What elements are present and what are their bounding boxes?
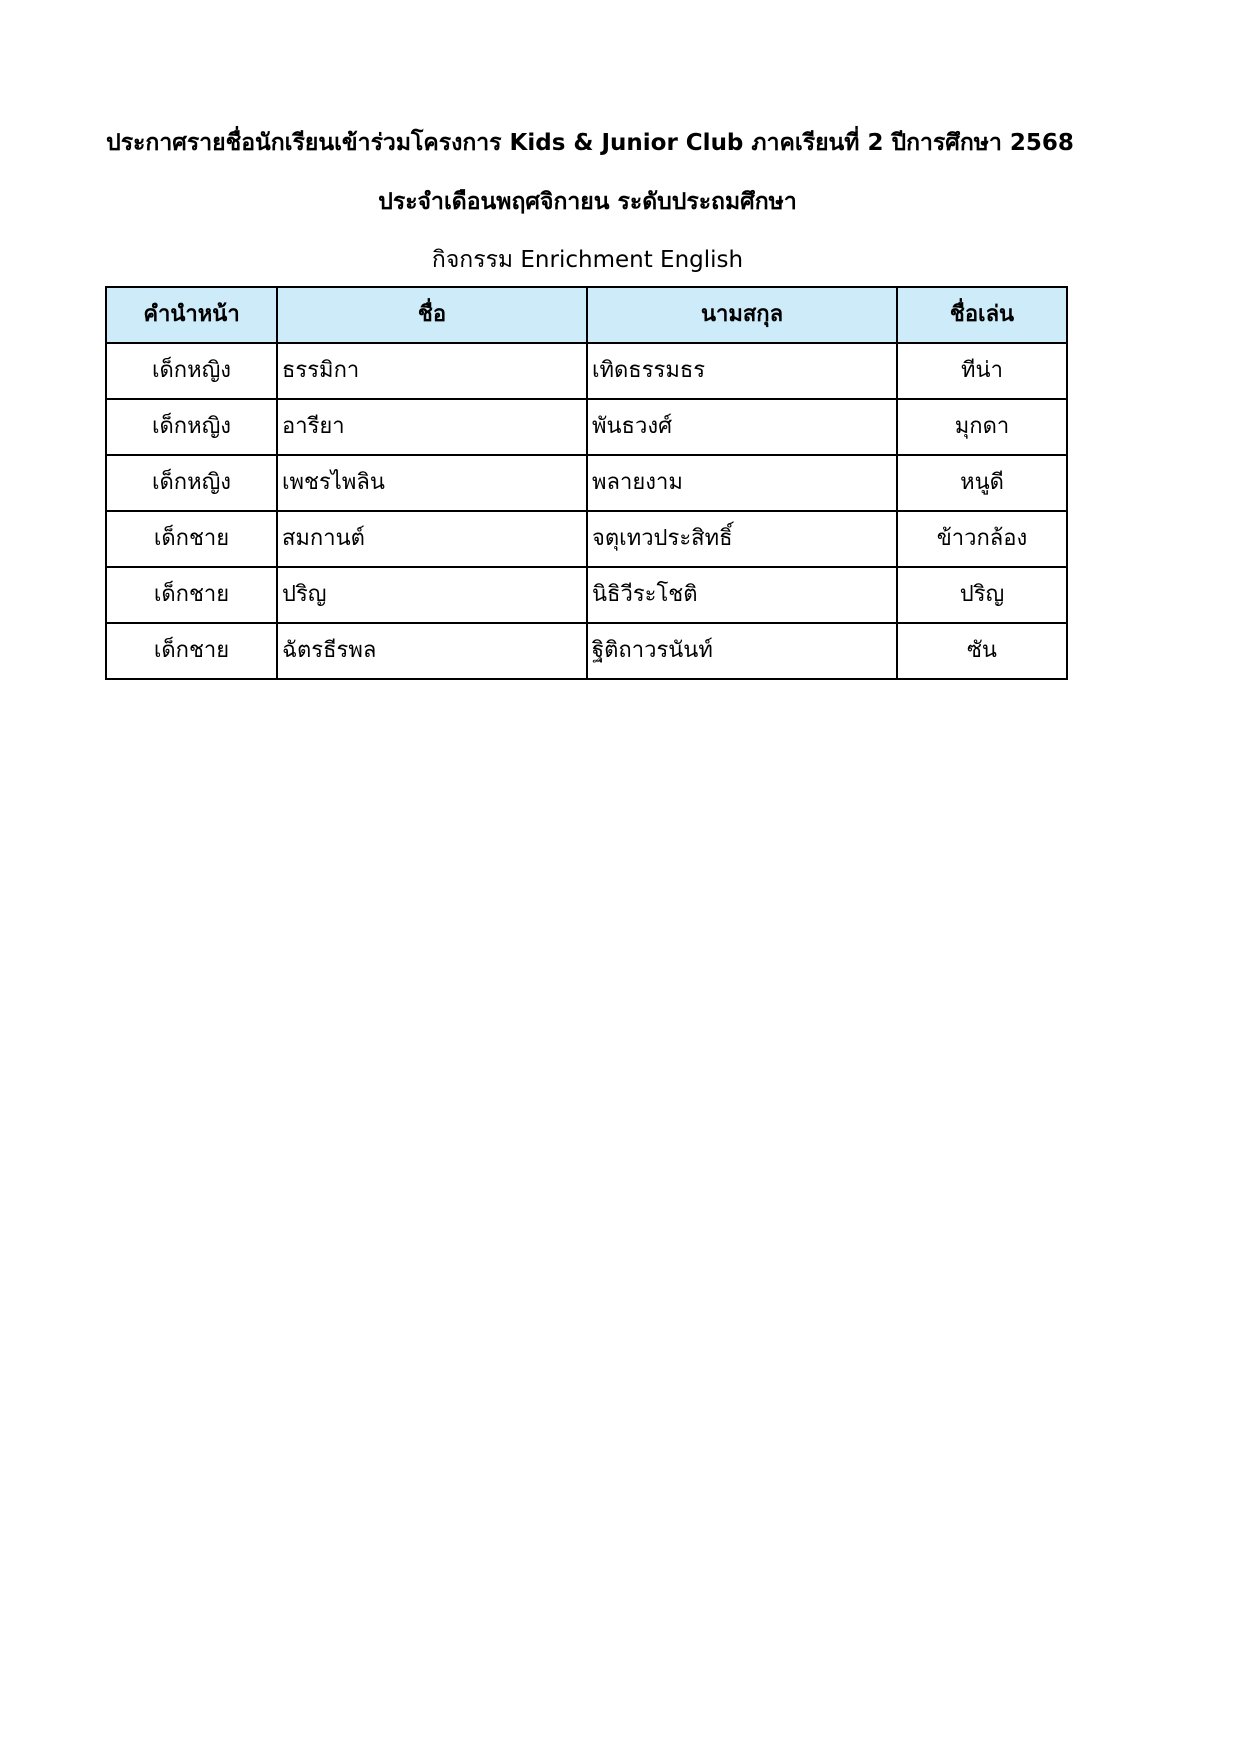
student-roster-table: [105, 286, 1068, 680]
cell-first-name: ธรรมิกา: [277, 343, 587, 399]
cell-last-name: ฐิติถาวรนันท์: [587, 623, 897, 679]
cell-last-name: จตุเทวประสิทธิ์: [587, 511, 897, 567]
cell-prefix: เด็กหญิง: [106, 399, 277, 455]
cell-last-name: พลายงาม: [587, 455, 897, 511]
cell-last-name: เทิดธรรมธร: [587, 343, 897, 399]
cell-first-name: ปริญ: [277, 567, 587, 623]
table-row: [106, 511, 1067, 567]
cell-last-name: พันธวงศ์: [587, 399, 897, 455]
column-header-first-name: ชื่อ: [277, 287, 587, 343]
activity-title: กิจกรรม Enrichment English: [431, 247, 744, 273]
announcement-subtitle-month-level: ประจำเดือนพฤศจิกายน ระดับประถมศึกษา: [378, 189, 797, 215]
cell-prefix: เด็กชาย: [106, 567, 277, 623]
cell-first-name: อารียา: [277, 399, 587, 455]
column-header-last-name: นามสกุล: [587, 287, 897, 343]
cell-nickname: ข้าวกล้อง: [897, 511, 1067, 567]
cell-nickname: มุกดา: [897, 399, 1067, 455]
table-row: [106, 455, 1067, 511]
cell-first-name: เพชรไพลิน: [277, 455, 587, 511]
cell-nickname: ปริญ: [897, 567, 1067, 623]
cell-prefix: เด็กหญิง: [106, 343, 277, 399]
cell-prefix: เด็กชาย: [106, 623, 277, 679]
cell-nickname: ซัน: [897, 623, 1067, 679]
column-header-nickname: ชื่อเล่น: [897, 287, 1067, 343]
table-header-row: [106, 287, 1067, 343]
cell-nickname: หนูดี: [897, 455, 1067, 511]
cell-last-name: นิธิวีระโชติ: [587, 567, 897, 623]
column-header-prefix: คำนำหน้า: [106, 287, 277, 343]
cell-prefix: เด็กหญิง: [106, 455, 277, 511]
table-row: [106, 623, 1067, 679]
announcement-title: ประกาศรายชื่อนักเรียนเข้าร่วมโครงการ Kids & Junior Club ภาคเรียนที่ 2 ปีการศึกษา 2568: [106, 130, 1074, 156]
cell-first-name: ฉัตรธีรพล: [277, 623, 587, 679]
cell-nickname: ทีน่า: [897, 343, 1067, 399]
table-row: [106, 399, 1067, 455]
cell-first-name: สมกานต์: [277, 511, 587, 567]
table-row: [106, 567, 1067, 623]
cell-prefix: เด็กชาย: [106, 511, 277, 567]
table-row: [106, 343, 1067, 399]
